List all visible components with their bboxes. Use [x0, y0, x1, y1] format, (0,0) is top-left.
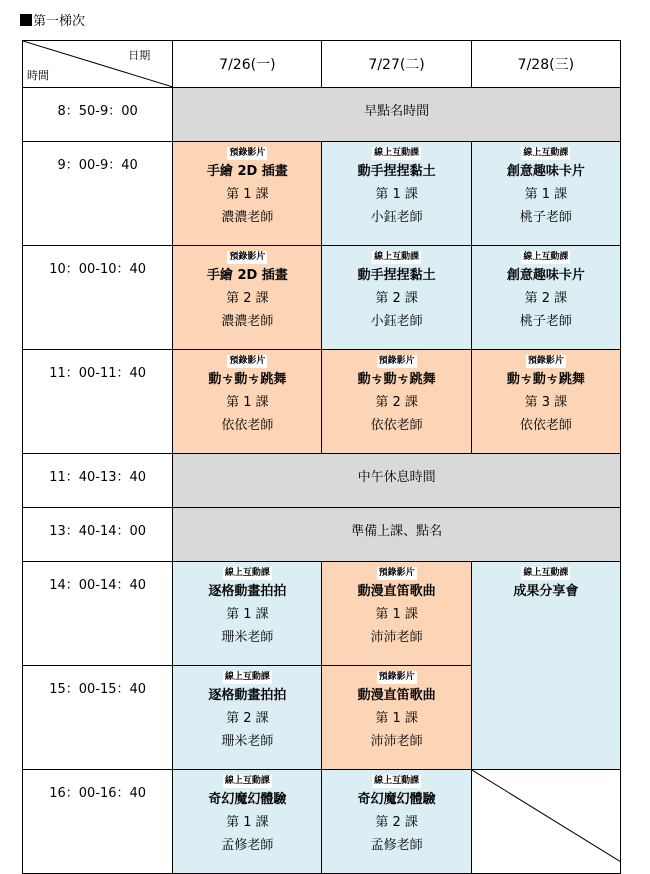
- lesson-number: 第 1 課: [375, 711, 418, 726]
- class-title: 手繪 2D 插畫: [206, 268, 288, 283]
- class-type-tag: 線上互動課: [374, 148, 420, 158]
- teacher-name: 沛沛老師: [370, 630, 423, 645]
- corner-time-label: 時間: [27, 69, 49, 82]
- teacher-name: 依依老師: [519, 418, 572, 433]
- class-title: 奇幻魔幻體驗: [208, 792, 287, 807]
- time-cell: 14：00-14：40: [23, 562, 173, 666]
- date-header: 7/26(一): [173, 41, 322, 88]
- class-cell: [322, 562, 471, 666]
- teacher-name: 依依老師: [221, 418, 274, 433]
- schedule-row: [23, 246, 621, 350]
- class-cell: [471, 246, 620, 350]
- teacher-name: 珊米老師: [221, 734, 274, 749]
- time-cell: 11：00-11：40: [23, 350, 173, 454]
- schedule-row: [23, 350, 621, 454]
- break-cell: 中午休息時間: [173, 454, 621, 508]
- teacher-name: 濃濃老師: [221, 210, 274, 225]
- teacher-name: 孟修老師: [370, 838, 423, 853]
- teacher-name: 小鈺老師: [370, 314, 423, 329]
- class-title: 動ㄘ動ㄘ跳舞: [208, 372, 287, 387]
- time-cell: 13：40-14：00: [23, 508, 173, 562]
- teacher-name: 依依老師: [370, 418, 423, 433]
- empty-slot-cell: [471, 770, 620, 874]
- class-title: 成果分享會: [513, 584, 579, 599]
- time-cell: 10：00-10：40: [23, 246, 173, 350]
- class-type-tag: 預錄影片: [527, 356, 564, 366]
- break-cell: 早點名時間: [173, 88, 621, 142]
- class-cell: [173, 246, 322, 350]
- class-cell: [173, 142, 322, 246]
- header-row: [23, 41, 621, 88]
- class-title: 動ㄘ動ㄘ跳舞: [357, 372, 436, 387]
- schedule-row: [23, 454, 621, 508]
- class-cell: [173, 562, 322, 666]
- class-title: 手繪 2D 插畫: [206, 164, 288, 179]
- time-cell: 9：00-9：40: [23, 142, 173, 246]
- section-heading: [20, 10, 85, 29]
- teacher-name: 沛沛老師: [370, 734, 423, 749]
- class-type-tag: 線上互動課: [224, 568, 270, 578]
- class-cell: [471, 350, 620, 454]
- time-cell: 15：00-15：40: [23, 666, 173, 770]
- time-cell: 8：50-9：00: [23, 88, 173, 142]
- class-type-tag: 預錄影片: [229, 148, 266, 158]
- class-cell: [322, 246, 471, 350]
- class-type-tag: 線上互動課: [374, 252, 420, 262]
- schedule-table: [22, 40, 621, 874]
- lesson-number: 第 1 課: [226, 395, 269, 410]
- lesson-number: 第 2 課: [375, 815, 418, 830]
- lesson-number: 第 1 課: [226, 187, 269, 202]
- class-type-tag: 預錄影片: [229, 252, 266, 262]
- class-cell: [173, 666, 322, 770]
- schedule-row: [23, 508, 621, 562]
- class-type-tag: 線上互動課: [523, 252, 569, 262]
- class-type-tag: 預錄影片: [378, 672, 415, 682]
- lesson-number: 第 2 課: [375, 291, 418, 306]
- schedule-row: [23, 88, 621, 142]
- class-cell: [471, 142, 620, 246]
- square-bullet-icon: [20, 14, 32, 26]
- class-cell: [173, 350, 322, 454]
- lesson-number: 第 2 課: [226, 291, 269, 306]
- class-title: 動手捏捏黏土: [357, 268, 436, 283]
- corner-date-label: 日期: [128, 49, 151, 62]
- class-cell: [322, 142, 471, 246]
- schedule-row: [23, 562, 621, 666]
- class-cell: [322, 350, 471, 454]
- class-type-tag: 線上互動課: [523, 148, 569, 158]
- class-title: 奇幻魔幻體驗: [357, 792, 436, 807]
- date-header: 7/27(二): [322, 41, 471, 88]
- empty-slot-diagonal-line: [472, 770, 621, 862]
- teacher-name: 小鈺老師: [370, 210, 423, 225]
- class-type-tag: 預錄影片: [229, 356, 266, 366]
- break-cell: 準備上課、點名: [173, 508, 621, 562]
- lesson-number: 第 1 課: [226, 815, 269, 830]
- lesson-number: 第 1 課: [375, 607, 418, 622]
- class-title: 動手捏捏黏土: [357, 164, 436, 179]
- time-cell: 11：40-13：40: [23, 454, 173, 508]
- class-title: 動ㄘ動ㄘ跳舞: [506, 372, 585, 387]
- class-cell: [322, 770, 471, 874]
- class-type-tag: 線上互動課: [523, 568, 569, 578]
- lesson-number: 第 3 課: [524, 395, 568, 410]
- time-cell: 16：00-16：40: [23, 770, 173, 874]
- corner-cell: [23, 41, 173, 88]
- class-title: 動漫直笛歌曲: [357, 688, 436, 703]
- class-title: 逐格動畫拍拍: [208, 584, 287, 599]
- class-cell: [322, 666, 471, 770]
- class-type-tag: 線上互動課: [224, 776, 270, 786]
- lesson-number: 第 1 課: [375, 187, 418, 202]
- class-title: 動漫直笛歌曲: [357, 584, 436, 599]
- schedule-row: [23, 142, 621, 246]
- lesson-number: 第 2 課: [524, 291, 568, 306]
- lesson-number: 第 2 課: [226, 711, 269, 726]
- class-title: 創意趣味卡片: [506, 268, 585, 283]
- teacher-name: 珊米老師: [221, 630, 274, 645]
- schedule-row: [23, 770, 621, 874]
- class-cell: [471, 562, 620, 770]
- teacher-name: 桃子老師: [519, 314, 572, 329]
- class-type-tag: 線上互動課: [224, 672, 270, 682]
- section-heading-text: 第一梯次: [33, 14, 86, 29]
- class-type-tag: 預錄影片: [378, 568, 415, 578]
- lesson-number: 第 1 課: [524, 187, 568, 202]
- teacher-name: 濃濃老師: [221, 314, 274, 329]
- lesson-number: 第 1 課: [226, 607, 269, 622]
- date-header: 7/28(三): [471, 41, 620, 88]
- class-title: 創意趣味卡片: [506, 164, 585, 179]
- class-type-tag: 預錄影片: [378, 356, 415, 366]
- class-title: 逐格動畫拍拍: [208, 688, 287, 703]
- teacher-name: 桃子老師: [519, 210, 572, 225]
- class-cell: [173, 770, 322, 874]
- class-type-tag: 線上互動課: [374, 776, 420, 786]
- lesson-number: 第 2 課: [375, 395, 418, 410]
- teacher-name: 孟修老師: [221, 838, 274, 853]
